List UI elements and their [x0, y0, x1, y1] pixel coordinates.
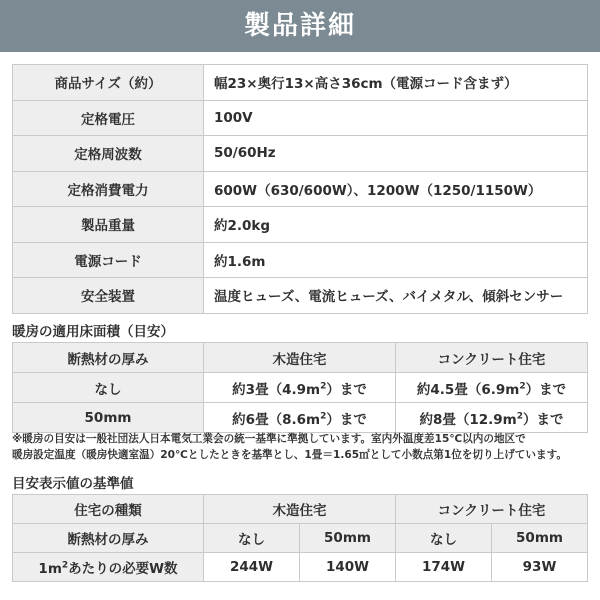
floor-area-table [12, 342, 588, 433]
column-header: 50mm [300, 524, 396, 553]
footnote-line: 暖房設定温度（暖房快適室温）20℃としたときを基準とし、1畳＝1.65㎡として小数点第1位を切り上げています。 [12, 449, 567, 461]
spec-label: 定格消費電力 [13, 171, 204, 207]
spec-value: 温度ヒューズ、電流ヒューズ、バイメタル、傾斜センサー [204, 278, 588, 314]
row-header: $1m^2$あたりの必要W数 [13, 553, 204, 582]
spec-label: 商品サイズ（約） [13, 65, 204, 101]
table-row [13, 242, 588, 278]
spec-value: 約2.0kg [204, 207, 588, 243]
table-cell: 約8畳$(12.9m^2)$まで [396, 403, 588, 433]
row-header: 50mm [13, 403, 204, 433]
table-cell: 約3畳$(4.9m^2)$まで [204, 373, 396, 403]
table-row [13, 171, 588, 207]
table-cell: 244W [204, 553, 300, 582]
spec-label: 定格電圧 [13, 100, 204, 136]
spec-table [12, 64, 588, 314]
footnote-line: ※暖房の目安は一般社団法人日本電気工業会の統一基準に準拠しています。室内外温度差15℃以内の地区で [12, 433, 526, 445]
page-title: 製品詳細 [0, 0, 600, 52]
table-cell: 約4.5畳$(6.9m^2)$まで [396, 373, 588, 403]
spec-value: 50/60Hz [204, 136, 588, 172]
table-cell: 174W [396, 553, 492, 582]
table-cell: 140W [300, 553, 396, 582]
standard-heading: 目安表示値の基準値 [12, 476, 134, 492]
floor-area-heading: 暖房の適用床面積（目安） [12, 324, 174, 340]
spec-value: 約1.6m [204, 242, 588, 278]
spec-label: 電源コード [13, 242, 204, 278]
spec-value: 100V [204, 100, 588, 136]
table-header-row [13, 524, 588, 553]
table-row [13, 278, 588, 314]
table-row [13, 207, 588, 243]
spec-value: 幅23×奥行13×高さ36cm（電源コード含まず） [204, 65, 588, 101]
table-cell: 約6畳$(8.6m^2)$まで [204, 403, 396, 433]
table-row [13, 136, 588, 172]
column-header: 木造住宅 [204, 495, 396, 524]
row-header: 断熱材の厚み [13, 524, 204, 553]
column-header: なし [204, 524, 300, 553]
standard-table [12, 494, 588, 582]
table-row [13, 403, 588, 433]
column-header: 木造住宅 [204, 343, 396, 373]
table-row [13, 553, 588, 582]
table-cell: 93W [492, 553, 588, 582]
table-header-row [13, 495, 588, 524]
spec-label: 製品重量 [13, 207, 204, 243]
table-row [13, 373, 588, 403]
column-header: 50mm [492, 524, 588, 553]
row-header: なし [13, 373, 204, 403]
footnote [12, 431, 592, 463]
column-header: コンクリート住宅 [396, 343, 588, 373]
row-header: 住宅の種類 [13, 495, 204, 524]
spec-label: 定格周波数 [13, 136, 204, 172]
table-row [13, 65, 588, 101]
column-header: 断熱材の厚み [13, 343, 204, 373]
column-header: なし [396, 524, 492, 553]
column-header: コンクリート住宅 [396, 495, 588, 524]
spec-label: 安全装置 [13, 278, 204, 314]
spec-value: 600W（630/600W）、1200W（1250/1150W） [204, 171, 588, 207]
table-header-row [13, 343, 588, 373]
table-row [13, 100, 588, 136]
